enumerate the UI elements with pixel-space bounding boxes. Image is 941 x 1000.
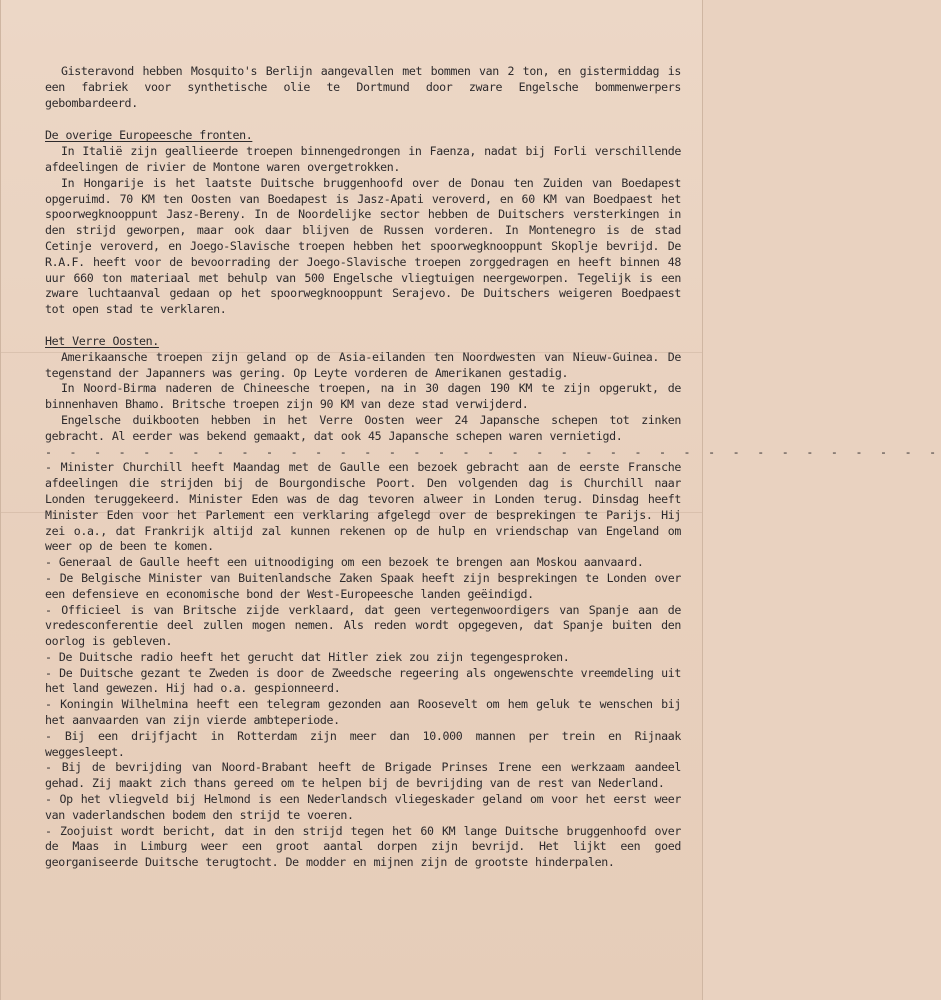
section-heading-far-east: Het Verre Oosten. [45,333,159,348]
news-item: - Bij een drijfjacht in Rotterdam zijn meer dan 10.000 mannen per trein en Rijnaak weggesleept. [45,728,681,759]
section-europe [45,128,681,318]
news-item: - Koningin Wilhelmina heeft een telegram gezonden aan Roosevelt om hem geluk te wenschen bij het aanvaarden van zijn vierde ambteperiode. [45,697,681,728]
paragraph-pacific: Amerikaansche troepen zijn geland op de Asia-eilanden ten Noordwesten van Nieuw-Guinea. De tegenstand der Japanners was gering. Op Leyte vorderen de Amerikanen gestadig. [45,349,681,380]
page-text [45,64,941,871]
news-items [45,460,681,871]
paragraph-hungary: In Hongarije is het laatste Duitsche bruggenhoofd over de Donau ten Zuiden van Boedapest opgeruimd. 70 KM ten Oosten van Boedapest is Jasz-Apati veroverd, en 60 KM van Boedpaest het spoorwegknooppunt Jasz-Bereny. In de Noordelijke sector hebben de Duitschers versterkingen in den strijd geworpen, maar ook daar blijven de Russen vorderen. In Montenegro is de stad Cetinje veroverd, en Joego-Slavische troepen hebben het spoorwegknooppunt Skoplje bevrijd. De R.A.F. heeft voor de bevoorrading der Joego-Slavische troepen zorggedragen en heeft binnen 48 uur 660 ton materiaal met behulp van 500 Engelsche vliegtuigen neergeworpen. Tegelijk is een zware luchtaanval gedaan op het spoorwegknooppunt Serajevo. De Duitschers weigeren Boedpaest tot open stad te verklaren. [45,175,681,317]
news-item: - Zoojuist wordt bericht, dat in den strijd tegen het 60 KM lange Duitsche bruggenhoofd over de Maas in Limburg weer een groot aantal dorpen zijn bevrijd. Het lijkt een goed georganiseerde Duitsche terugtocht. De modder en mijnen zijn de grootste hinderpalen. [45,823,681,870]
news-item: - Officieel is van Britsche zijde verklaard, dat geen vertegenwoordigers van Spanje aan de vredesconferentie deel zullen mogen nemen. Als reden wordt opgegeven, dat Spanje buiten den oorlog is gebleven. [45,602,681,649]
paragraph-burma: In Noord-Birma naderen de Chineesche troepen, na in 30 dagen 190 KM te zijn opgerukt, de binnenhaven Bhamo. Britsche troepen zijn 90 KM van deze stad verwijderd. [45,381,681,412]
intro-paragraph: Gisteravond hebben Mosquito's Berlijn aangevallen met bommen van 2 ton, en gistermiddag is een fabriek voor synthetische olie te Dortmund door zware Engelsche bommenwerpers gebombardeerd. [45,64,681,110]
news-item: - De Belgische Minister van Buitenlandsche Zaken Spaak heeft zijn besprekingen te Londen over een defensieve en economische bond der West-Europeesche landen geëindigd. [45,570,681,601]
news-item: - Op het vliegveld bij Helmond is een Nederlandsch vliegeskader geland om voor het eerst weer van vaderlandschen bodem den strijd te voeren. [45,792,681,822]
news-item: - Bij de bevrijding van Noord-Brabant heeft de Brigade Prinses Irene een werkzaam aandeel gehad. Zij maakt zich thans gereed om te helpen bij de bevrijding van de rest van Nederland. [45,760,681,791]
section-far-east [45,334,681,445]
news-item: - Generaal de Gaulle heeft een uitnoodiging om een bezoek te brengen aan Moskou aanvaard. [45,555,644,570]
paragraph-submarines: Engelsche duikbooten hebben in het Verre Oosten weer 24 Japansche schepen tot zinken gebracht. Al eerder was bekend gemaakt, dat ook 45 Japansche schepen waren vernietigd. [45,412,681,443]
dashed-separator: - - - - - - - - - - - - - - - - - - - - - - - - - - - - - - - - - - - - - [45,444,941,459]
news-item: - Minister Churchill heeft Maandag met de Gaulle een bezoek gebracht aan de eerste Fransche afdeelingen die strijden bij de Bourgondische Poort. Den volgenden dag is Churchill naar Londen teruggekeerd. Minister Eden was de dag tevoren alweer in Londen terug. Dinsdag heeft Minister Eden voor het Parlement een verklaring afgelegd over de besprekingen te Parijs. Hij zei o.a., dat Frankrijk altijd zal kunnen rekenen op de hulp en vriendschap van Engeland om weer op de been te komen. [45,460,681,554]
paragraph-italy: In Italië zijn geallieerde troepen binnengedrongen in Faenza, nadat bij Forli verschillende afdeelingen de rivier de Montone waren overgetrokken. [45,144,681,174]
section-heading-europe: De overige Europeesche fronten. [45,128,253,143]
news-item: - De Duitsche gezant te Zweden is door de Zweedsche regeering als ongewenschte vreemdeling uit het land gewezen. Hij had o.a. gespionneerd. [45,665,681,696]
news-item: - De Duitsche radio heeft het gerucht dat Hitler ziek zou zijn tegengesproken. [45,649,570,664]
